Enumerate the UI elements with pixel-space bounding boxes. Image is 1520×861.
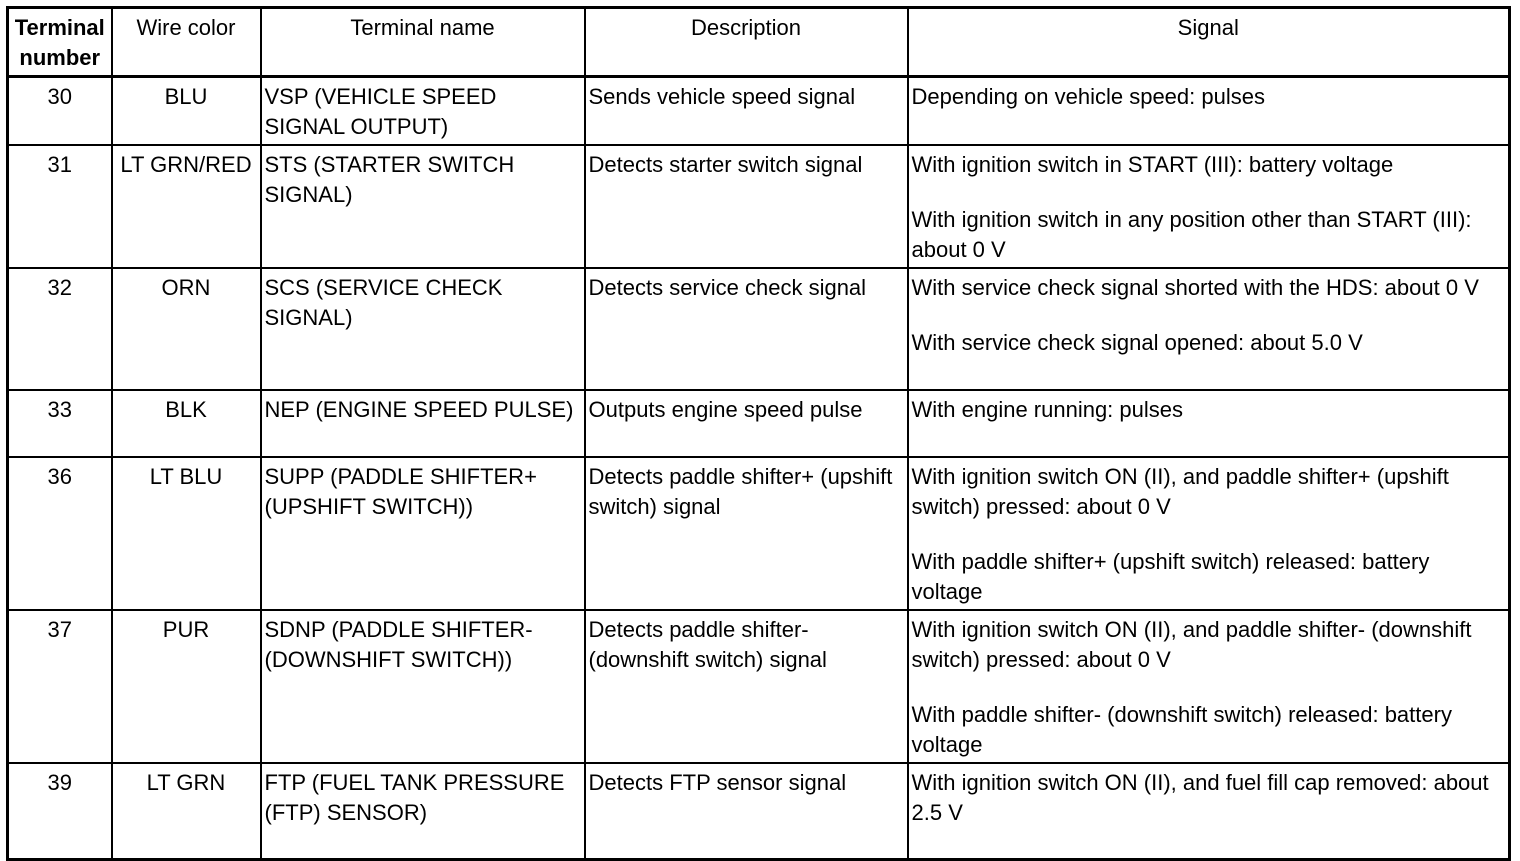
terminal-name-header: Terminal name — [261, 8, 585, 77]
table-row — [8, 145, 1510, 268]
signal-text: With ignition switch in START (III): battery voltage — [911, 152, 1394, 177]
terminal-number-cell: 33 — [8, 390, 112, 457]
wire-color-cell: PUR — [112, 610, 261, 763]
signal-cell — [908, 268, 1510, 390]
terminal-number-cell: 32 — [8, 268, 112, 390]
signal-cell — [908, 457, 1510, 610]
wire-color-cell: BLK — [112, 390, 261, 457]
signal-text: With paddle shifter+ (upshift switch) released: battery voltage — [911, 549, 1430, 604]
description-cell: Detects service check signal — [585, 268, 908, 390]
wire-color-cell: LT GRN — [112, 763, 261, 859]
terminal-name-cell: SDNP (PADDLE SHIFTER- (DOWNSHIFT SWITCH)) — [261, 610, 585, 763]
description-cell: Detects starter switch signal — [585, 145, 908, 268]
signal-text: With ignition switch ON (II), and paddle shifter+ (upshift switch) pressed: about 0 V — [911, 464, 1449, 519]
wire-color-header: Wire color — [112, 8, 261, 77]
terminal-number-cell: 36 — [8, 457, 112, 610]
terminal-table — [6, 6, 1511, 861]
terminal-name-cell: SCS (SERVICE CHECK SIGNAL) — [261, 268, 585, 390]
signal-text: With ignition switch ON (II), and fuel fill cap removed: about 2.5 V — [911, 770, 1489, 825]
signal-text: With engine running: pulses — [911, 397, 1183, 422]
signal-text: With service check signal opened: about 5.0 V — [911, 330, 1363, 355]
terminal-number-cell: 39 — [8, 763, 112, 859]
description-header: Description — [585, 8, 908, 77]
description-cell: Detects FTP sensor signal — [585, 763, 908, 859]
signal-text: With paddle shifter- (downshift switch) released: battery voltage — [911, 702, 1452, 757]
table-row — [8, 610, 1510, 763]
signal-cell — [908, 763, 1510, 859]
signal-cell — [908, 390, 1510, 457]
signal-cell — [908, 77, 1510, 146]
table-row — [8, 77, 1510, 146]
wire-color-cell: ORN — [112, 268, 261, 390]
terminal-name-cell: STS (STARTER SWITCH SIGNAL) — [261, 145, 585, 268]
signal-header: Signal — [908, 8, 1510, 77]
terminal-name-cell: SUPP (PADDLE SHIFTER+ (UPSHIFT SWITCH)) — [261, 457, 585, 610]
terminal-name-cell: NEP (ENGINE SPEED PULSE) — [261, 390, 585, 457]
signal-cell — [908, 145, 1510, 268]
table-header — [8, 8, 1510, 77]
table-body — [8, 77, 1510, 860]
wire-color-cell: LT GRN/RED — [112, 145, 261, 268]
terminal-number-header — [8, 8, 112, 77]
terminal-name-cell: FTP (FUEL TANK PRESSURE (FTP) SENSOR) — [261, 763, 585, 859]
signal-text: With ignition switch ON (II), and paddle shifter- (downshift switch) pressed: about 0 V — [911, 617, 1472, 672]
wire-color-cell: BLU — [112, 77, 261, 146]
table-row — [8, 268, 1510, 390]
terminal-number-cell: 31 — [8, 145, 112, 268]
description-cell: Detects paddle shifter+ (upshift switch) signal — [585, 457, 908, 610]
signal-text: Depending on vehicle speed: pulses — [911, 84, 1265, 109]
terminal-number-cell: 37 — [8, 610, 112, 763]
terminal-name-cell: VSP (VEHICLE SPEED SIGNAL OUTPUT) — [261, 77, 585, 146]
description-cell: Detects paddle shifter- (downshift switch) signal — [585, 610, 908, 763]
signal-text: With service check signal shorted with the HDS: about 0 V — [911, 275, 1479, 300]
terminal-number-cell: 30 — [8, 77, 112, 146]
terminal-number-header-line1: Terminal — [14, 15, 105, 40]
wire-color-cell: LT BLU — [112, 457, 261, 610]
signal-text: With ignition switch in any position other than START (III): about 0 V — [911, 207, 1472, 262]
table-row — [8, 763, 1510, 859]
description-cell: Sends vehicle speed signal — [585, 77, 908, 146]
terminal-number-header-line2: number — [19, 45, 101, 70]
table-row — [8, 457, 1510, 610]
table-row — [8, 390, 1510, 457]
description-cell: Outputs engine speed pulse — [585, 390, 908, 457]
signal-cell — [908, 610, 1510, 763]
header-row — [8, 8, 1510, 77]
